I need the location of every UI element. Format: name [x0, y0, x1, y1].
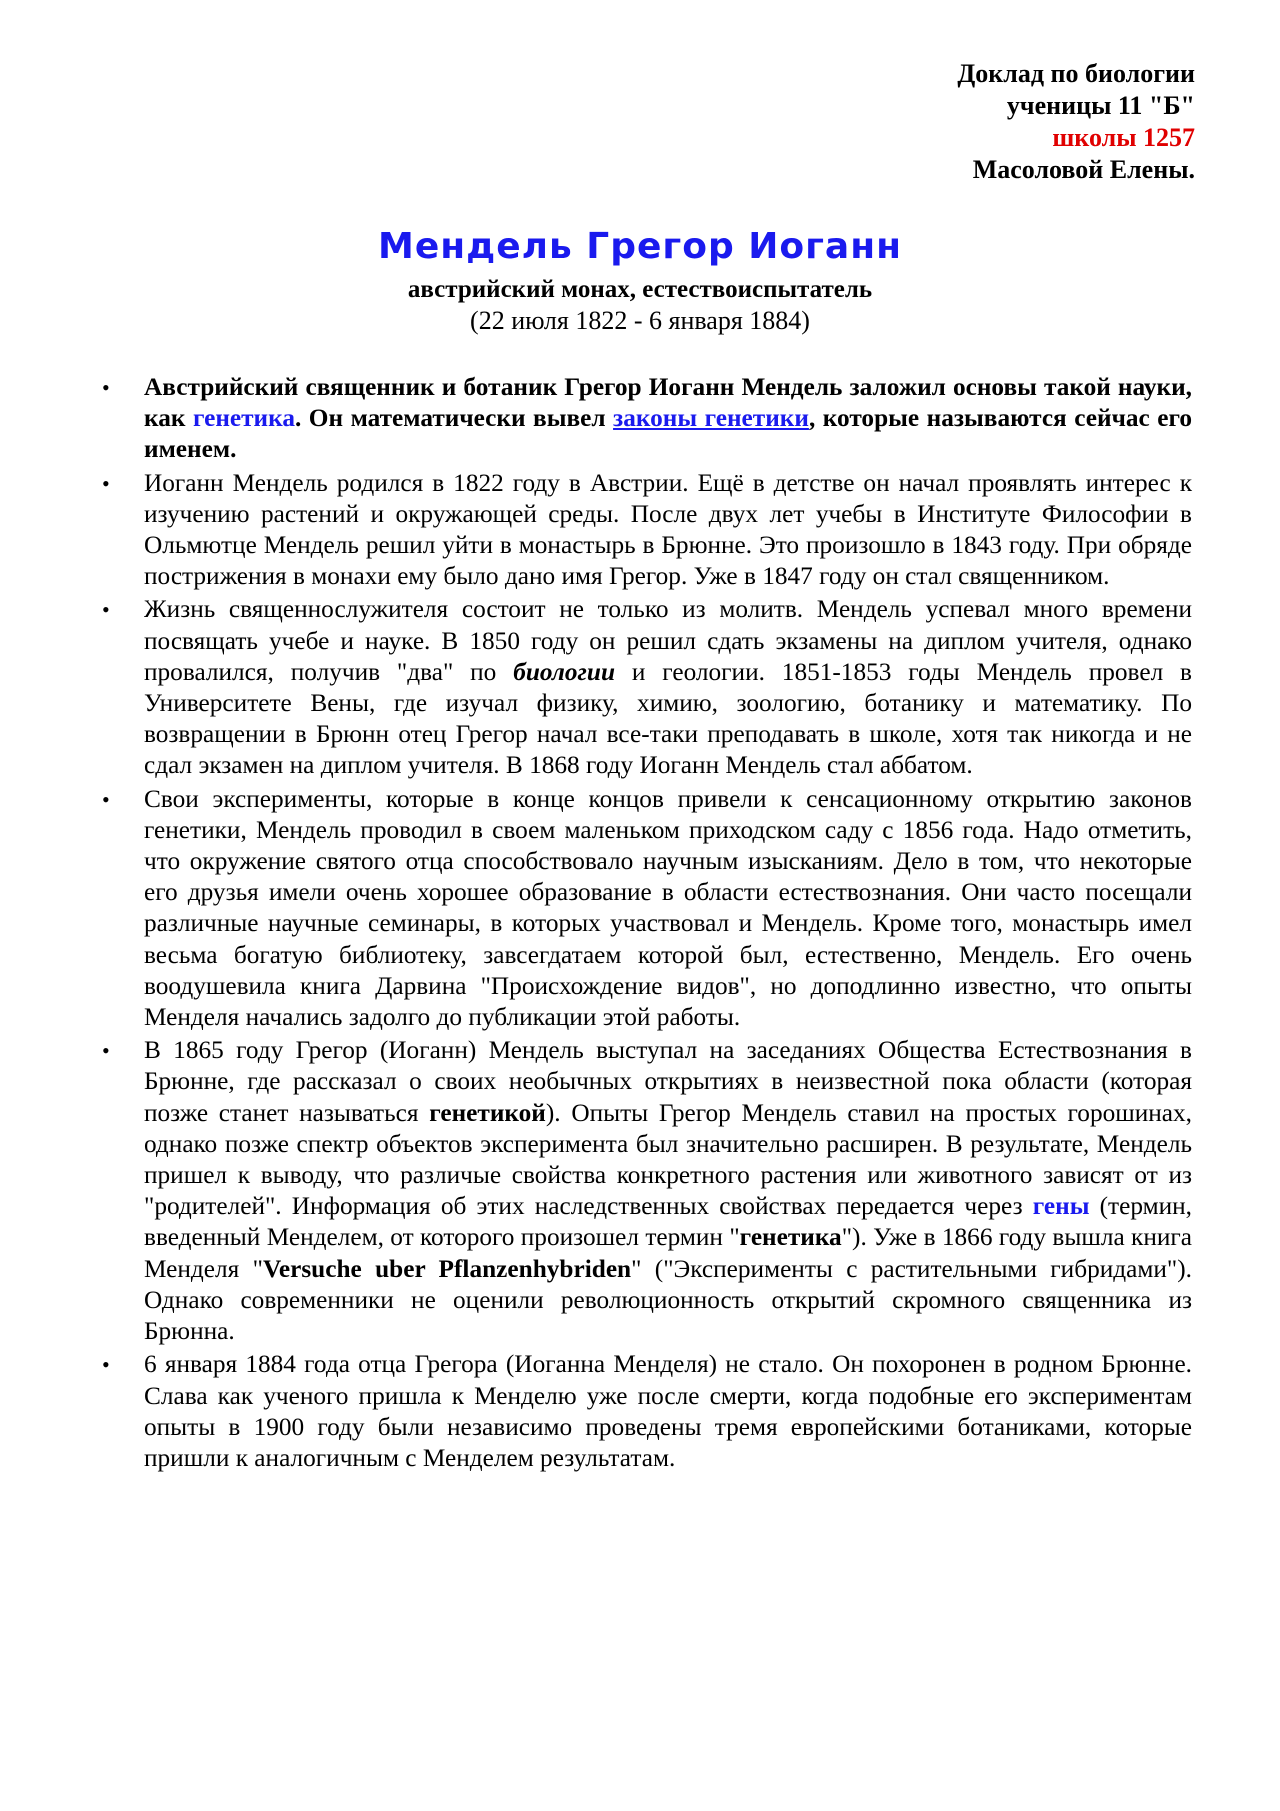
- genes-term: гены: [1032, 1192, 1090, 1221]
- genetics-term: генетика: [192, 404, 295, 433]
- genetics-instrumental-term: генетикой: [429, 1098, 546, 1127]
- bullet-icon: •: [102, 1352, 110, 1378]
- page-title: Мендель Грегор Иоганн: [378, 226, 902, 267]
- paragraph-text: Жизнь священнослужителя состоит не только из молитв. Мендель успевал много времени посвящать учебе и науке. В 1850 году он решил сдать экзамены на диплом учителя, однако провалился, получив "два" по биологии и геологии. 1851-1853 годы Мендель провел в Университете Вены, где изучал физику, химию, зоологию, ботанику и математику. По возвращении в Брюнн отец Грегор начал все-таки преподавать в школе, хотя так никогда и не сдал экзамен на диплом учителя. В 1868 году Иоганн Мендель стал аббатом.: [144, 595, 1192, 780]
- book-title: Versuche uber Pflanzenhybriden: [262, 1254, 632, 1283]
- biology-term: биологии: [513, 657, 616, 686]
- genetics-laws-link[interactable]: законы генетики: [613, 404, 809, 433]
- list-item: [90, 372, 1192, 466]
- bullet-icon: •: [102, 786, 110, 812]
- bullet-icon: •: [102, 470, 110, 496]
- header-line-school: школы 1257: [1052, 123, 1195, 152]
- list-item: [90, 594, 1192, 781]
- header-line-class: ученицы 11 "Б": [1006, 91, 1195, 120]
- page-subtitle: австрийский монах, естествоиспытатель: [407, 276, 873, 303]
- paragraph-text: Австрийский священник и ботаник Грегор Иоганн Мендель заложил основы такой науки, как генетика. Он математически вывел законы генетики, которые называются сейчас его именем.: [144, 373, 1192, 464]
- list-item: [90, 784, 1192, 1034]
- header-line-author: Масоловой Елены.: [972, 155, 1195, 184]
- biography-list: [90, 372, 1192, 1476]
- paragraph-text: Иоганн Мендель родился в 1822 году в Австрии. Ещё в детстве он начал проявлять интерес к изучению растений и окружающей среды. После двух лет учебы в Институте Философии в Ольмютце Мендель решил уйти в монастырь в Брюнне. Это произошло в 1843 году. При обряде пострижения в монахи ему было дано имя Грегор. Уже в 1847 году он стал священником.: [144, 468, 1192, 591]
- list-item: [90, 468, 1192, 593]
- paragraph-text: Свои эксперименты, которые в конце концов привели к сенсационному открытию законов генетики, Мендель проводил в своем маленьком приходском саду с 1856 года. Надо отметить, что окружение святого отца способствовало научным изысканиям. Дело в том, что некоторые его друзья имели очень хорошее образование в области естествознания. Они часто посещали различные научные семинары, в которых участвовал и Мендель. Кроме того, монастырь имел весьма богатую библиотеку, завсегдатаем которой был, естественно, Мендель. Его очень воодушевила книга Дарвина "Происхождение видов", но доподлинно известно, что опыты Менделя начались задолго до публикации этой работы.: [144, 784, 1192, 1032]
- bullet-icon: •: [102, 1038, 110, 1064]
- genetics-term-quoted: генетика: [739, 1223, 842, 1252]
- header-line-report: Доклад по биологии: [957, 59, 1195, 88]
- paragraph-text: В 1865 году Грегор (Иоганн) Мендель выступал на заседаниях Общества Естествознания в Брюнне, где рассказал о своих необычных открытиях в неизвестной пока области (которая позже станет называться генетикой). Опыты Грегор Мендель ставил на простых горошинах, однако позже спектр объектов эксперимента был значительно расширен. В результате, Мендель пришел к выводу, что различые свойства конкретного растения или животного зависят от из "родителей". Информация об этих наследственных свойствах передается через гены (термин, введенный Менделем, от которого произошел термин "генетика"). Уже в 1866 году вышла книга Менделя "Versuche uber Pflanzenhybriden" ("Эксперименты с растительными гибридами"). Однако современники не оценили революционность открытий скромного священника из Брюнна.: [144, 1036, 1193, 1346]
- report-header: [957, 58, 1195, 186]
- paragraph-text: 6 января 1884 года отца Грегора (Иоганна Менделя) не стало. Он похоронен в родном Брюнне. Слава как ученого пришла к Менделю уже после смерти, когда подобные его экспериментам опыты в 1900 году были независимо проведены тремя европейскими ботаниками, которые пришли к аналогичным с Менделем результатам.: [144, 1350, 1192, 1472]
- list-item: [90, 1035, 1192, 1347]
- list-item: [90, 1349, 1192, 1474]
- life-dates: (22 июля 1822 - 6 января 1884): [470, 306, 810, 335]
- bullet-icon: •: [102, 375, 110, 400]
- bullet-icon: •: [102, 597, 110, 623]
